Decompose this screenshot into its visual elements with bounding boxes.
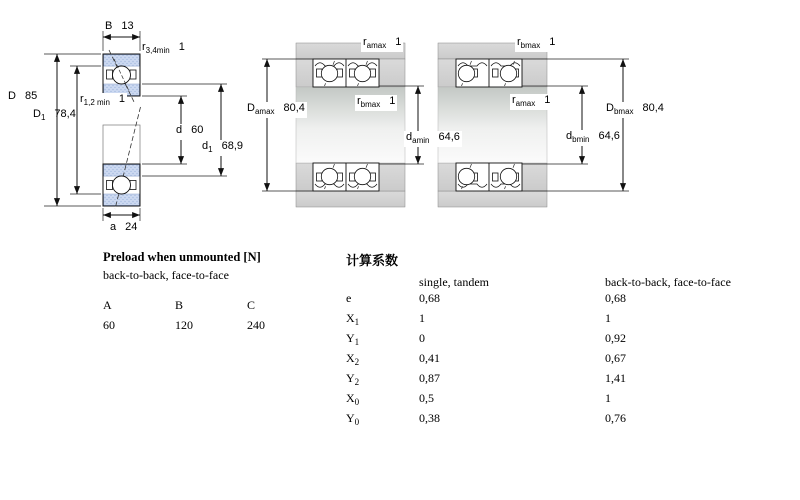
dim-sub: amax bbox=[515, 99, 536, 108]
dim-value: 60 bbox=[191, 124, 204, 136]
factor-value-single: 0,38 bbox=[419, 411, 440, 425]
dim-value: 80,4 bbox=[642, 102, 664, 114]
dim-value: 1 bbox=[389, 95, 396, 107]
factor-value-paired: 1 bbox=[605, 391, 611, 405]
factor-value-paired: 0,92 bbox=[605, 331, 626, 345]
dim-label-D1 bbox=[33, 108, 76, 124]
preload-subtitle: back-to-back, face-to-face bbox=[103, 268, 229, 282]
dim-value: 1 bbox=[178, 41, 185, 53]
factors-title: 计算系数 bbox=[346, 253, 399, 268]
factor-row-label: e bbox=[346, 291, 352, 305]
dim-base: D bbox=[33, 108, 41, 120]
factors-col1-header: single, tandem bbox=[419, 275, 489, 289]
dim-sub: 1 bbox=[208, 145, 213, 154]
preload-title: Preload when unmounted [N] bbox=[103, 250, 261, 264]
dim-value: 13 bbox=[121, 20, 134, 32]
factor-value-single: 1 bbox=[419, 311, 425, 325]
factor-row-label: $X_2$ bbox=[346, 351, 360, 367]
factor-row-label: $X_0$ bbox=[346, 391, 360, 407]
dim-label-dbmin bbox=[564, 130, 622, 146]
dim-sub: bmin bbox=[572, 135, 590, 144]
dim-base: r bbox=[142, 41, 146, 53]
dim-label-d bbox=[174, 124, 205, 140]
dim-value: 64,6 bbox=[598, 130, 620, 142]
dim-sub: amax bbox=[254, 107, 275, 116]
dim-label-B bbox=[105, 20, 134, 36]
dim-value: 1 bbox=[549, 36, 556, 48]
preload-value: 120 bbox=[175, 318, 193, 332]
dim-base: a bbox=[110, 221, 117, 233]
dim-label-Dbmax bbox=[604, 102, 666, 118]
dim-label-damin bbox=[404, 131, 462, 147]
dim-sub: amax bbox=[366, 41, 387, 50]
factor-value-paired: 1 bbox=[605, 311, 611, 325]
factor-value-paired: 0,76 bbox=[605, 411, 626, 425]
dim-sub: 3,4min bbox=[145, 46, 170, 55]
preload-value: 240 bbox=[247, 318, 265, 332]
dim-label-ramax-b bbox=[510, 94, 552, 110]
factor-value-paired: 0,68 bbox=[605, 291, 626, 305]
dim-label-rbmax-a bbox=[355, 95, 397, 111]
factor-value-single: 0,5 bbox=[419, 391, 434, 405]
back-to-back-arrangement-drawing bbox=[262, 43, 424, 207]
dim-sub: bmax bbox=[520, 41, 541, 50]
factor-row-label: $X_1$ bbox=[346, 311, 360, 327]
preload-column-header: B bbox=[175, 298, 184, 312]
dim-sub: 1 bbox=[40, 113, 46, 122]
dim-base: D bbox=[8, 90, 16, 102]
preload-value: 60 bbox=[103, 318, 115, 332]
dim-value: 64,6 bbox=[438, 131, 460, 143]
dim-value: 78,4 bbox=[54, 108, 76, 120]
preload-column-header: C bbox=[247, 298, 256, 312]
dim-base: r bbox=[80, 93, 84, 105]
dim-label-Damax bbox=[245, 102, 307, 118]
dim-value: 85 bbox=[24, 90, 38, 102]
factor-value-paired: 1,41 bbox=[605, 371, 626, 385]
factor-value-single: 0 bbox=[419, 331, 425, 345]
dim-sub: amin bbox=[412, 136, 430, 145]
dim-value: 80,4 bbox=[283, 102, 305, 114]
dim-label-r34min bbox=[142, 41, 185, 57]
preload-column-header: A bbox=[103, 298, 112, 312]
dim-value: 1 bbox=[544, 94, 551, 106]
dim-value: 24 bbox=[125, 221, 138, 233]
face-to-face-arrangement-drawing bbox=[438, 43, 629, 207]
factor-row-label: $Y_1$ bbox=[346, 331, 360, 347]
dim-base: D bbox=[247, 102, 255, 114]
dim-base: D bbox=[606, 102, 614, 114]
dim-label-D bbox=[8, 90, 37, 106]
dim-label-d1 bbox=[200, 140, 245, 156]
factor-value-paired: 0,67 bbox=[605, 351, 626, 365]
dim-value: 1 bbox=[118, 93, 126, 105]
dim-base: d bbox=[566, 130, 573, 142]
dim-base: d bbox=[406, 131, 413, 143]
preload-table bbox=[103, 250, 343, 333]
dim-value: 1 bbox=[395, 36, 402, 48]
factor-value-single: 0,41 bbox=[419, 351, 440, 365]
dim-base: r bbox=[363, 36, 367, 48]
factor-value-single: 0,87 bbox=[419, 371, 440, 385]
dim-label-ramax-a bbox=[361, 36, 403, 52]
dim-base: r bbox=[512, 94, 516, 106]
dim-sub: bmax bbox=[613, 107, 634, 116]
dim-sub: 1,2 min bbox=[83, 98, 110, 107]
dim-label-rbmax-b bbox=[515, 36, 557, 52]
dim-sub: bmax bbox=[360, 100, 381, 109]
dim-base: r bbox=[517, 36, 521, 48]
dim-label-a bbox=[110, 221, 137, 237]
factor-value-single: 0,68 bbox=[419, 291, 440, 305]
calculation-factors-table bbox=[346, 250, 786, 429]
factors-col2-header: back-to-back, face-to-face bbox=[605, 275, 731, 289]
factor-row-label: $Y_2$ bbox=[346, 371, 360, 387]
dim-base: B bbox=[105, 20, 113, 32]
dim-value: 68,9 bbox=[221, 140, 243, 152]
factor-row-label: $Y_0$ bbox=[346, 411, 360, 427]
dim-base: d bbox=[202, 140, 209, 152]
dim-label-r12min bbox=[78, 93, 127, 109]
dim-base: r bbox=[357, 95, 361, 107]
dim-base: d bbox=[176, 124, 183, 136]
